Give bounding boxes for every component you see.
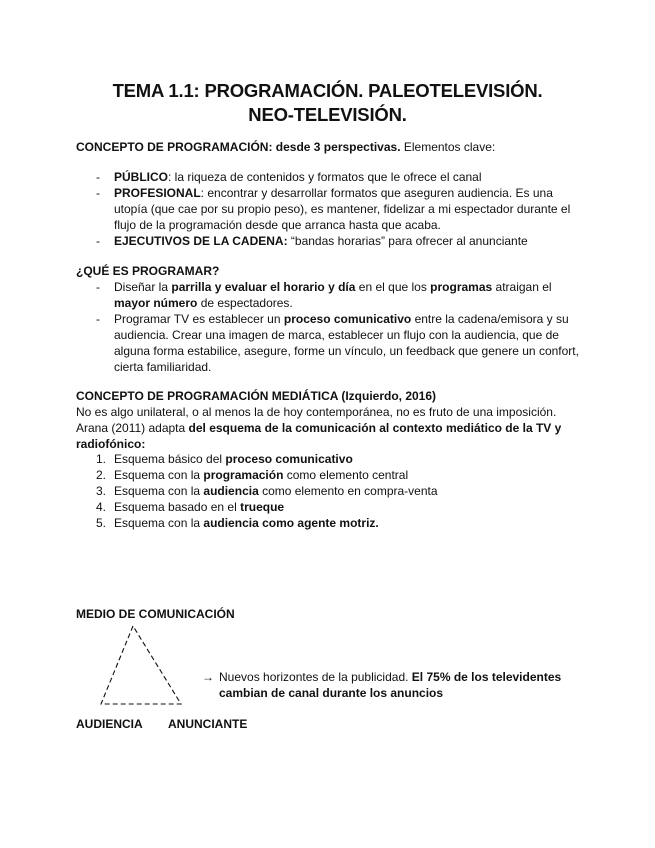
bullet-dash: - (96, 186, 100, 200)
mediatica-paragraph-line-3: radiofónico: (76, 437, 146, 451)
mediatica-paragraph-line-2 (76, 420, 561, 436)
text-span: atraigan el (492, 280, 552, 294)
diagram-left-label: AUDIENCIA (76, 717, 143, 731)
page-title-line-1: TEMA 1.1: PROGRAMACIÓN. PALEOTELEVISIÓN. (112, 80, 543, 101)
text-span: Programar TV es establecer un (114, 312, 284, 326)
text-span: Esquema básico del (114, 452, 226, 466)
list-item (114, 451, 353, 467)
diagram-note-line-1 (219, 669, 561, 685)
list-item-publico (114, 169, 482, 185)
bold-span: parrilla y evaluar el horario y día (171, 280, 356, 294)
dashed-triangle (101, 626, 181, 704)
profesional-label: PROFESIONAL (114, 186, 201, 200)
publico-text: : la riqueza de contenidos y formatos que le ofrece el canal (168, 170, 482, 184)
text-span: en el que los (355, 280, 431, 294)
list-number: 1. (96, 452, 107, 466)
page-title-line-2: NEO-TELEVISIÓN. (248, 104, 407, 125)
list-number: 3. (96, 484, 107, 498)
bold-span: mayor número (114, 296, 198, 310)
profesional-text: : encontrar y desarrollar formatos que aseguren audiencia. Es una (200, 186, 553, 200)
bullet-dash: - (96, 312, 100, 326)
programar-item-1-line-2 (114, 295, 293, 311)
list-item-profesional (114, 185, 553, 201)
list-item (114, 483, 438, 499)
diagram-right-label: ANUNCIANTE (168, 717, 248, 731)
bold-span: del esquema de la comunicación al contexto mediático de la TV y (188, 421, 562, 435)
text-span: de espectadores. (197, 296, 293, 310)
programar-heading: ¿QUÉ ES PROGRAMAR? (76, 264, 220, 278)
text-span: entre la cadena/emisora y su (411, 312, 569, 326)
ejecutivos-label: EJECUTIVOS DE LA CADENA: (114, 234, 288, 248)
concepto-heading-bold: CONCEPTO DE PROGRAMACIÓN: desde 3 perspectivas. (76, 140, 401, 154)
programar-item-2-line-2: audiencia. Crear una imagen de marca, establecer un flujo con la audiencia, que de (114, 328, 559, 342)
bullet-dash: - (96, 170, 100, 184)
text-span: como elemento central (283, 468, 409, 482)
bold-span: El 75% de los televidentes (411, 670, 562, 684)
text-span: como elemento en compra-venta (258, 484, 438, 498)
bold-span: audiencia como agente motriz. (203, 516, 379, 530)
bold-span: programas (430, 280, 493, 294)
text-span: Diseñar la (114, 280, 172, 294)
programar-item-2-line-3: alguna forma estabilice, asegure, forme un vínculo, un feedback que genere un confort, (114, 344, 579, 358)
bold-span: trueque (240, 500, 285, 514)
bold-span: proceso comunicativo (283, 312, 412, 326)
list-number: 5. (96, 516, 107, 530)
list-item-ejecutivos (114, 233, 528, 249)
text-span: Esquema con la (114, 468, 204, 482)
text-span: Esquema con la (114, 484, 204, 498)
diagram-note-line-2: cambian de canal durante los anuncios (219, 686, 444, 700)
list-item (114, 515, 379, 531)
bold-span: proceso comunicativo (225, 452, 353, 466)
text-span: Nuevos horizontes de la publicidad. (219, 670, 412, 684)
programar-item-2 (114, 311, 569, 327)
text-span: Esquema basado en el (114, 500, 241, 514)
bold-span: programación (203, 468, 284, 482)
text-span: Esquema con la (114, 516, 204, 530)
triangle-diagram (95, 622, 185, 708)
bullet-dash: - (96, 234, 100, 248)
profesional-text-line-3: flujo de la programación desde que arranca hasta que acaba. (114, 218, 441, 232)
mediatica-heading: CONCEPTO DE PROGRAMACIÓN MEDIÁTICA (Izquierdo, 2016) (76, 389, 437, 403)
concepto-heading (76, 139, 495, 155)
list-number: 2. (96, 468, 107, 482)
bold-span: audiencia (203, 484, 259, 498)
list-item (114, 467, 408, 483)
profesional-text-line-2: utopía (que cae por su propio peso), es mantener, fidelizar a mi espectador durante el (114, 202, 571, 216)
list-item (114, 499, 284, 515)
bullet-dash: - (96, 280, 100, 294)
list-number: 4. (96, 500, 107, 514)
diagram-top-label: MEDIO DE COMUNICACIÓN (76, 607, 235, 621)
ejecutivos-text: “bandas horarias” para ofrecer al anunciante (287, 234, 528, 248)
diagram-arrow: → (202, 670, 214, 684)
text-span: Arana (2011) adapta (76, 421, 189, 435)
concepto-heading-rest: Elementos clave: (400, 140, 496, 154)
programar-item-1 (114, 279, 552, 295)
programar-item-2-line-4: cierta familiaridad. (114, 360, 212, 374)
mediatica-paragraph-line-1: No es algo unilateral, o al menos la de hoy contemporánea, no es fruto de una imposición. (76, 405, 557, 419)
publico-label: PÚBLICO (114, 170, 168, 184)
